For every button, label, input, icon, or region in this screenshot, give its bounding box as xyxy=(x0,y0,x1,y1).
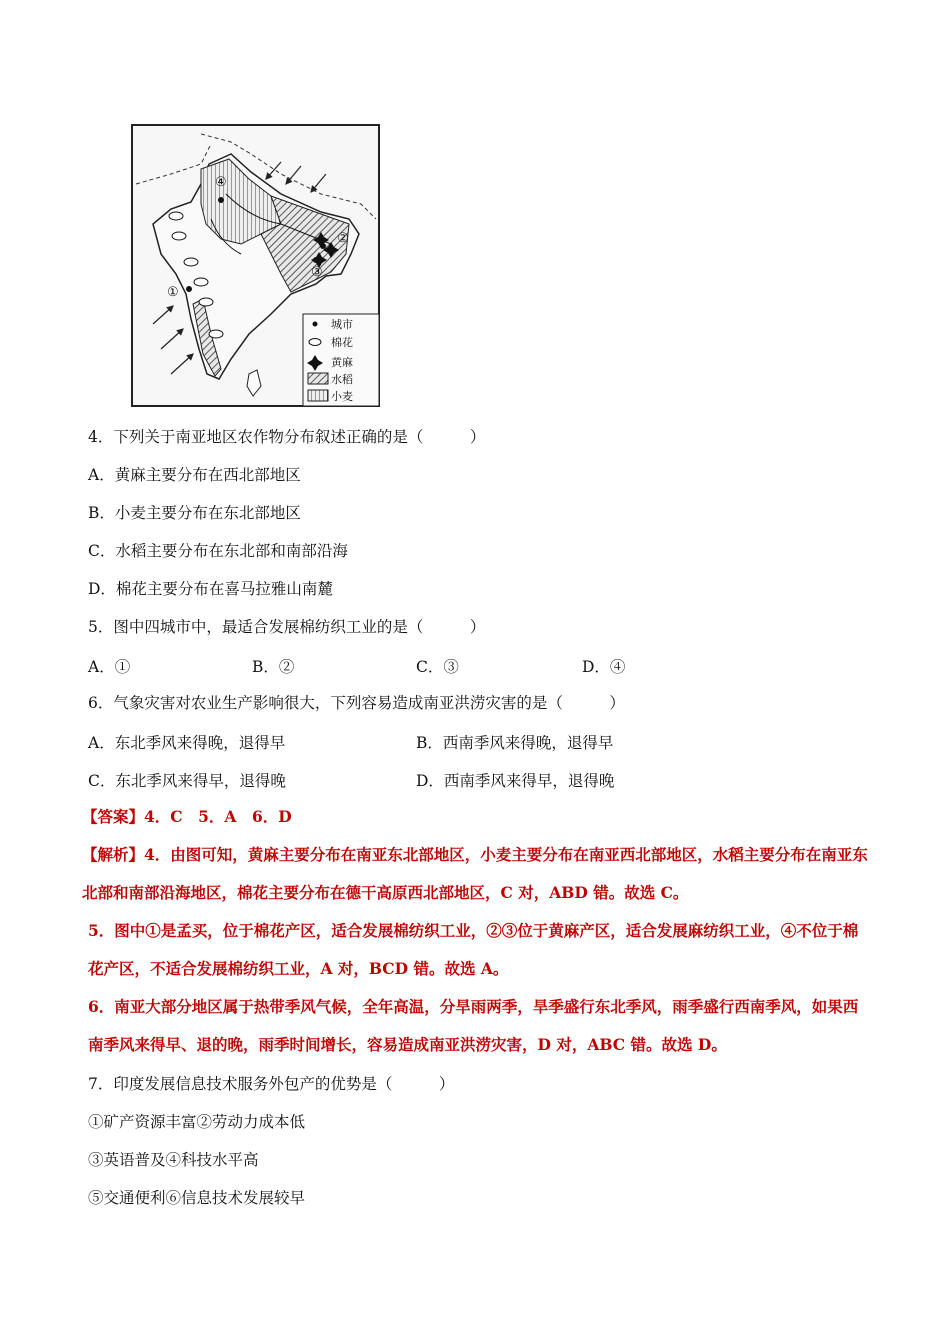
q7-stem: 7．印度发展信息技术服务外包产的优势是（ ） xyxy=(88,1075,455,1093)
legend-city: 城市 xyxy=(331,318,353,331)
legend-wheat: 小麦 xyxy=(331,390,353,403)
city-marker-1: ① xyxy=(167,285,179,300)
q6-option-b: B．西南季风来得晚，退得早 xyxy=(416,734,614,752)
answer-line xyxy=(82,807,292,827)
south-asia-crop-map xyxy=(131,124,380,407)
q6-stem: 6．气象灾害对农业生产影响很大，下列容易造成南亚洪涝灾害的是（ ） xyxy=(88,694,625,712)
city-marker-3: ③ xyxy=(311,265,323,280)
q6-option-d: D．西南季风来得早，退得晚 xyxy=(416,772,615,790)
q6-option-c: C．东北季风来得早，退得晚 xyxy=(88,772,286,790)
q4-option-c: C．水稻主要分布在东北部和南部沿海 xyxy=(88,542,348,560)
analysis-q4 xyxy=(82,836,870,912)
q7-option-1: ①矿产资源丰富②劳动力成本低 xyxy=(88,1113,306,1131)
analysis-q4-text: 4．由图可知，黄麻主要分布在南亚东北部地区，小麦主要分布在南亚西北部地区，水稻主要分布在南亚东北部和南部沿海地区，棉花主要分布在德干高原西北部地区，C 对，ABD 错。故选 C。 xyxy=(82,845,868,902)
q5-option-b: B．② xyxy=(252,658,295,676)
city-marker-2: ② xyxy=(337,231,349,246)
legend-rice: 水稻 xyxy=(331,373,353,386)
q5-option-c: C．③ xyxy=(416,658,459,676)
city-marker-4: ④ xyxy=(215,175,227,190)
q5-option-d: D．④ xyxy=(582,658,626,676)
q7-option-3: ⑤交通便利⑥信息技术发展较早 xyxy=(88,1189,306,1207)
q4-option-b: B．小麦主要分布在东北部地区 xyxy=(88,504,301,522)
legend-jute: 黄麻 xyxy=(331,356,353,369)
q4-option-a: A．黄麻主要分布在西北部地区 xyxy=(88,466,301,484)
q4-stem: 4．下列关于南亚地区农作物分布叙述正确的是（ ） xyxy=(88,428,486,446)
q5-option-a: A．① xyxy=(88,658,131,676)
q7-option-2: ③英语普及④科技水平高 xyxy=(88,1151,259,1169)
answer-text: 4．C 5．A 6．D xyxy=(144,807,292,826)
q4-option-d: D．棉花主要分布在喜马拉雅山南麓 xyxy=(88,580,333,598)
legend-cotton: 棉花 xyxy=(331,336,353,349)
answer-label: 【答案】 xyxy=(82,807,145,826)
analysis-q6: 6．南亚大部分地区属于热带季风气候，全年高温，分旱雨两季，旱季盛行东北季风，雨季盛行西南季风，如果西南季风来得早、退的晚，雨季时间增长，容易造成南亚洪涝灾害，D 对，ABC 错。故选 D。 xyxy=(88,997,859,1054)
q6-option-a: A．东北季风来得晚，退得早 xyxy=(88,734,286,752)
analysis-label: 【解析】 xyxy=(82,845,145,864)
analysis-q5: 5．图中①是孟买，位于棉花产区，适合发展棉纺织工业，②③位于黄麻产区，适合发展麻纺织工业，④不位于棉花产区，不适合发展棉纺织工业，A 对，BCD 错。故选 A。 xyxy=(88,921,859,978)
q5-stem: 5．图中四城市中，最适合发展棉纺织工业的是（ ） xyxy=(88,618,486,636)
